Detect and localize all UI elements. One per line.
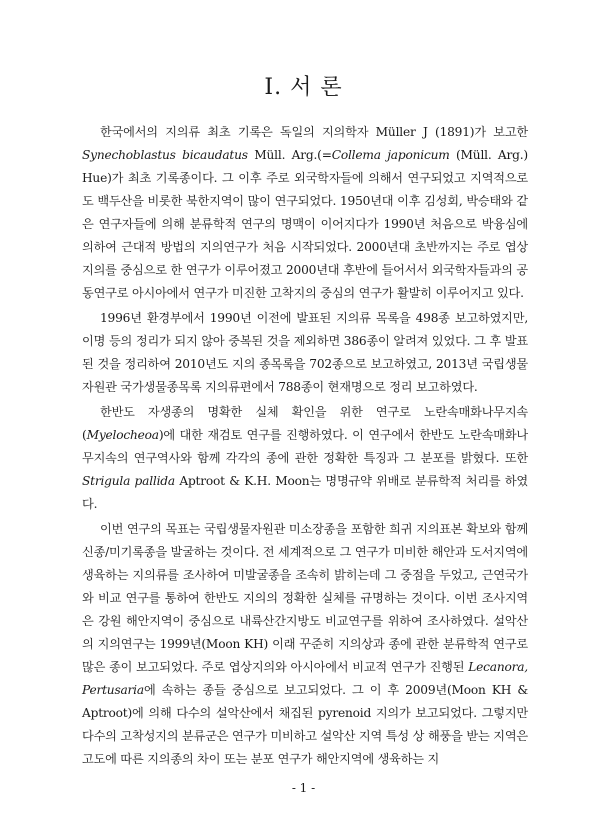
scientific-name: Lecanora, Pertusaria [82, 660, 528, 697]
text-segment: )에 대한 재검토 연구를 진행하였다. 이 연구에서 한반도 노란속매화나무지속의 연구역사와 함께 각각의 종에 관한 정확한 특징과 그 분포를 밝혔다. 또한 [82, 428, 528, 465]
scientific-name: Synechoblastus bicaudatus [82, 148, 248, 162]
text-segment: 한국에서의 지의류 최초 기록은 독일의 지의학자 Müller J (1891)가 보고한 [100, 125, 528, 139]
paragraph-4 [82, 518, 528, 771]
page-number: - 1 - [291, 781, 316, 795]
scientific-name: Collema japonicum [331, 148, 450, 162]
scientific-name: Myelocheoa [86, 428, 159, 442]
scientific-name: Strigula pallida [82, 474, 175, 488]
text-segment: 한반도 자생종의 명확한 실체 확인을 위한 연구로 노란속매화나무지속( [82, 405, 528, 442]
paragraph-3 [82, 401, 528, 516]
text-segment: 에 속하는 종들 중심으로 보고되었다. 그 이 후 2009년(Moon KH & Aptroot)에 의해 다수의 설악산에서 채집된 pyrenoid 지의가 보고되었다. 그렇지만 다수의 고착성지의 분류군은 연구가 미비하고 설악산 지역 특성 상 해풍을 받는 지역은 고도에 따른 지의종의 차이 또는 분포 연구가 해안지역에 생육하는 지 [82, 683, 528, 766]
paragraph-1 [82, 121, 528, 305]
body-text [82, 121, 528, 773]
text-segment: 1996년 환경부에서 1990년 이전에 발표된 지의류 목록을 498종 보고하였지만, 이명 등의 정리가 되지 않아 중복된 것을 제외하면 386종이 알려져 있었다. 그 후 발표된 것을 정리하여 2010년도 지의 종목록을 702종으로 보고하였고, 2013년 국립생물자원관 국가생물종목록 지의류편에서 788종이 현재명으로 정리 보고하였다. [82, 311, 528, 394]
text-segment: 이번 연구의 목표는 국립생물자원관 미소장종을 포함한 희귀 지의표본 확보와 함께 신종/미기록종을 발굴하는 것이다. 전 세계적으로 그 연구가 미비한 해안과 도서지역에 생육하는 지의류를 조사하여 미발굴종을 조속히 밝히는데 그 중점을 두었고, 근연국가와 비교 연구를 통하여 한반도 지의의 정확한 실체를 규명하는 것이다. 이번 조사지역은 강원 해안지역이 중심으로 내륙산간지방도 비교연구를 위하여 조사하였다. 설악산의 지의연구는 1999년(Moon KH) 이래 꾸준히 지의상과 종에 관한 분류학적 연구로 많은 종이 보고되었다. 주로 엽상지의와 아시아에서 비교적 연구가 진행된 [82, 522, 528, 674]
text-segment: (Müll. Arg.) Hue)가 최초 기록종이다. 그 이후 주로 외국학자들에 의해서 연구되었고 지역적으로도 백두산을 비롯한 북한지역이 많이 연구되었다. 1950년대 이후 김성회, 박승태와 같은 연구자들에 의해 분류학적 연구의 명맥이 이어지다가 1990년 처음으로 박융심에 의하여 근대적 방법의 지의연구가 처음 시작되었다. 2000년대 초반까지는 주로 엽상지의를 중심으로 한 연구가 이루어졌고 2000년대 후반에 들어서서 외국학자들과의 공동연구로 아시아에서 연구가 미진한 고착지의 중심의 연구가 활발히 이루어지고 있다. [82, 148, 528, 300]
section-title: I. 서 론 [264, 75, 343, 100]
text-segment: Müll. Arg.(= [247, 148, 332, 162]
text-segment: Aptroot & K.H. Moon는 명명규약 위배로 분류학적 처리를 하였다. [82, 474, 528, 511]
paragraph-2 [82, 307, 528, 399]
